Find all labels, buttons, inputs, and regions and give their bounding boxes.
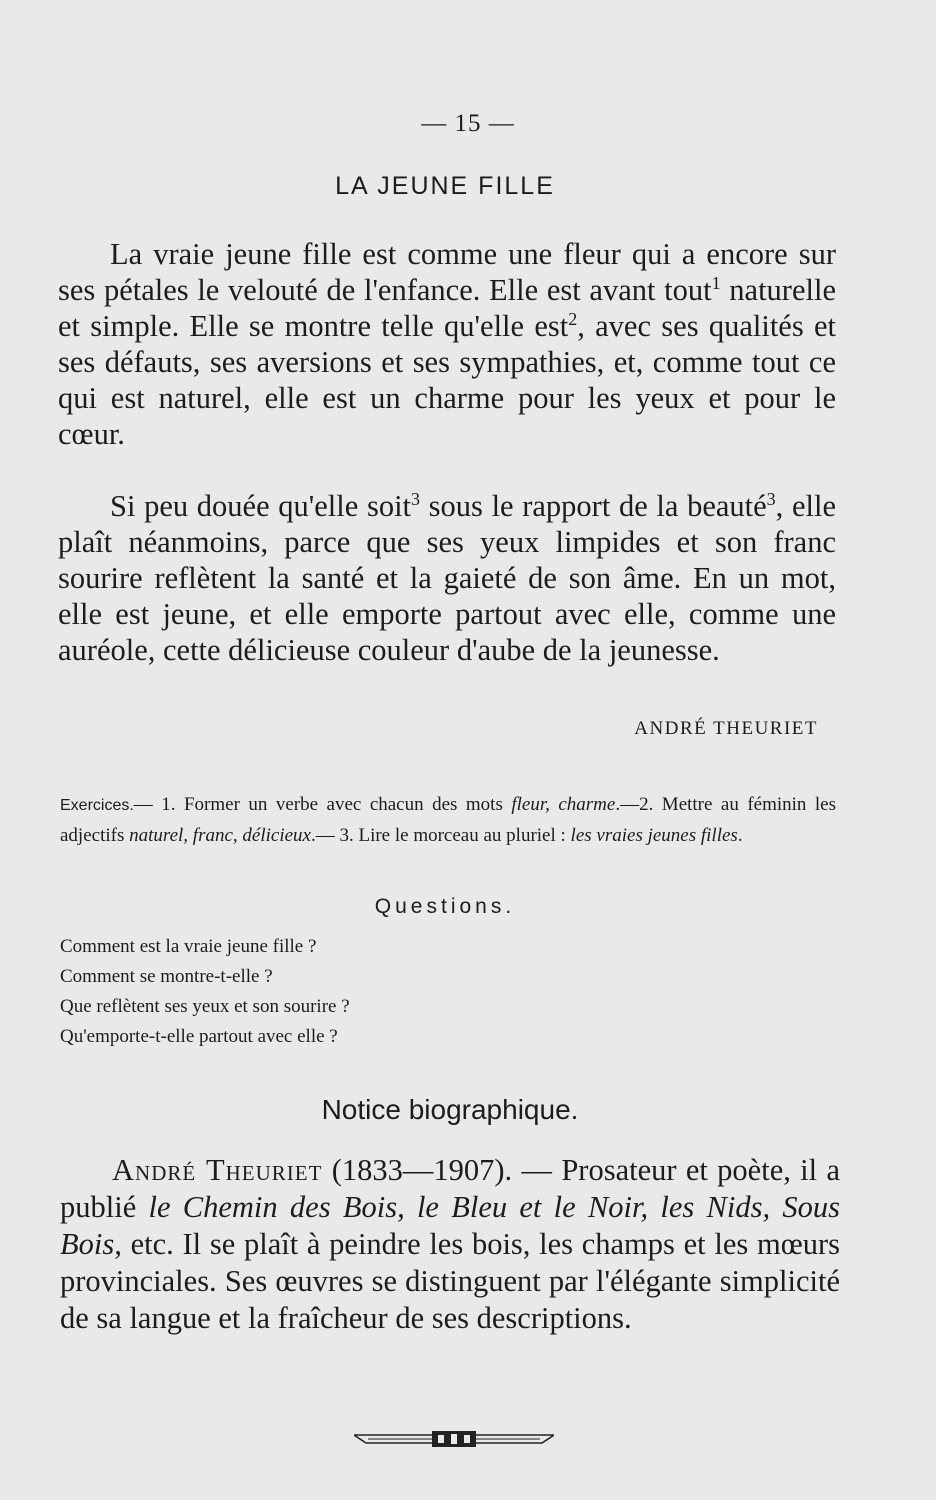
ornament-divider-icon xyxy=(354,1428,554,1450)
biography-paragraph: André Theuriet (1833—1907). — Prosateur et poète, il a publié le Chemin des Bois, le Bleu et le Noir, les Nids, Sous Bois, etc. Il se plaît à peindre les bois, les champs et les mœurs provinciales. Ses œuvres se distinguent par l'élégante simplicité de sa langue et la fraîcheur de ses descriptions. xyxy=(60,1153,840,1335)
bio-author-name: André Theuriet xyxy=(112,1153,323,1187)
page-number: — 15 — xyxy=(421,110,515,137)
footnote-ref: 3 xyxy=(411,489,421,509)
paragraph-1: La vraie jeune fille est comme une fleur qui a encore sur ses pétales le velouté de l'enfance. Elle est avant tout$^1$ naturelle et simple. Elle se montre telle qu'elle est$^2$, avec ses qualités et ses défauts, ses aversions et ses sympathies, et, comme tout ce qui est naturel, elle est un charme pour les yeux et pour le cœur. xyxy=(58,237,836,451)
questions-list xyxy=(60,932,350,1052)
bio-works: le Chemin des Bois, le Bleu et le Noir, les Nids, Sous Bois, xyxy=(60,1190,840,1261)
question-item: Comment est la vraie jeune fille ? xyxy=(60,936,317,957)
author-signature: ANDRÉ THEURIET xyxy=(634,718,818,739)
exercises-label: Exercices. xyxy=(60,797,134,814)
question-item: Comment se montre-t-elle ? xyxy=(60,966,273,987)
exercises-block: Exercices.— 1. Former un verbe avec chacun des mots fleur, charme.—2. Mettre au féminin les adjectifs naturel, franc, délicieux.— 3. Lire le morceau au pluriel : les vraies jeunes filles. xyxy=(60,794,837,846)
question-item: Que reflètent ses yeux et son sourire ? xyxy=(60,996,350,1017)
page-title: LA JEUNE FILLE xyxy=(335,172,555,200)
footnote-ref: 2 xyxy=(568,309,578,329)
question-item: Qu'emporte-t-elle partout avec elle ? xyxy=(60,1026,338,1047)
footnote-ref: 3 xyxy=(766,489,776,509)
footnote-ref: 1 xyxy=(711,273,721,293)
questions-heading: Questions. xyxy=(374,895,516,918)
notice-heading: Notice biographique. xyxy=(321,1094,579,1125)
paragraph-2: Si peu douée qu'elle soit$^3$ sous le rapport de la beauté$^3$, elle plaît néanmoins, parce que ses yeux limpides et son franc sourire reflètent la santé et la gaieté de son âme. En un mot, elle est jeune, et elle emporte partout avec elle, comme une auréole, cette délicieuse couleur d'aube de la jeunesse. xyxy=(58,489,836,667)
